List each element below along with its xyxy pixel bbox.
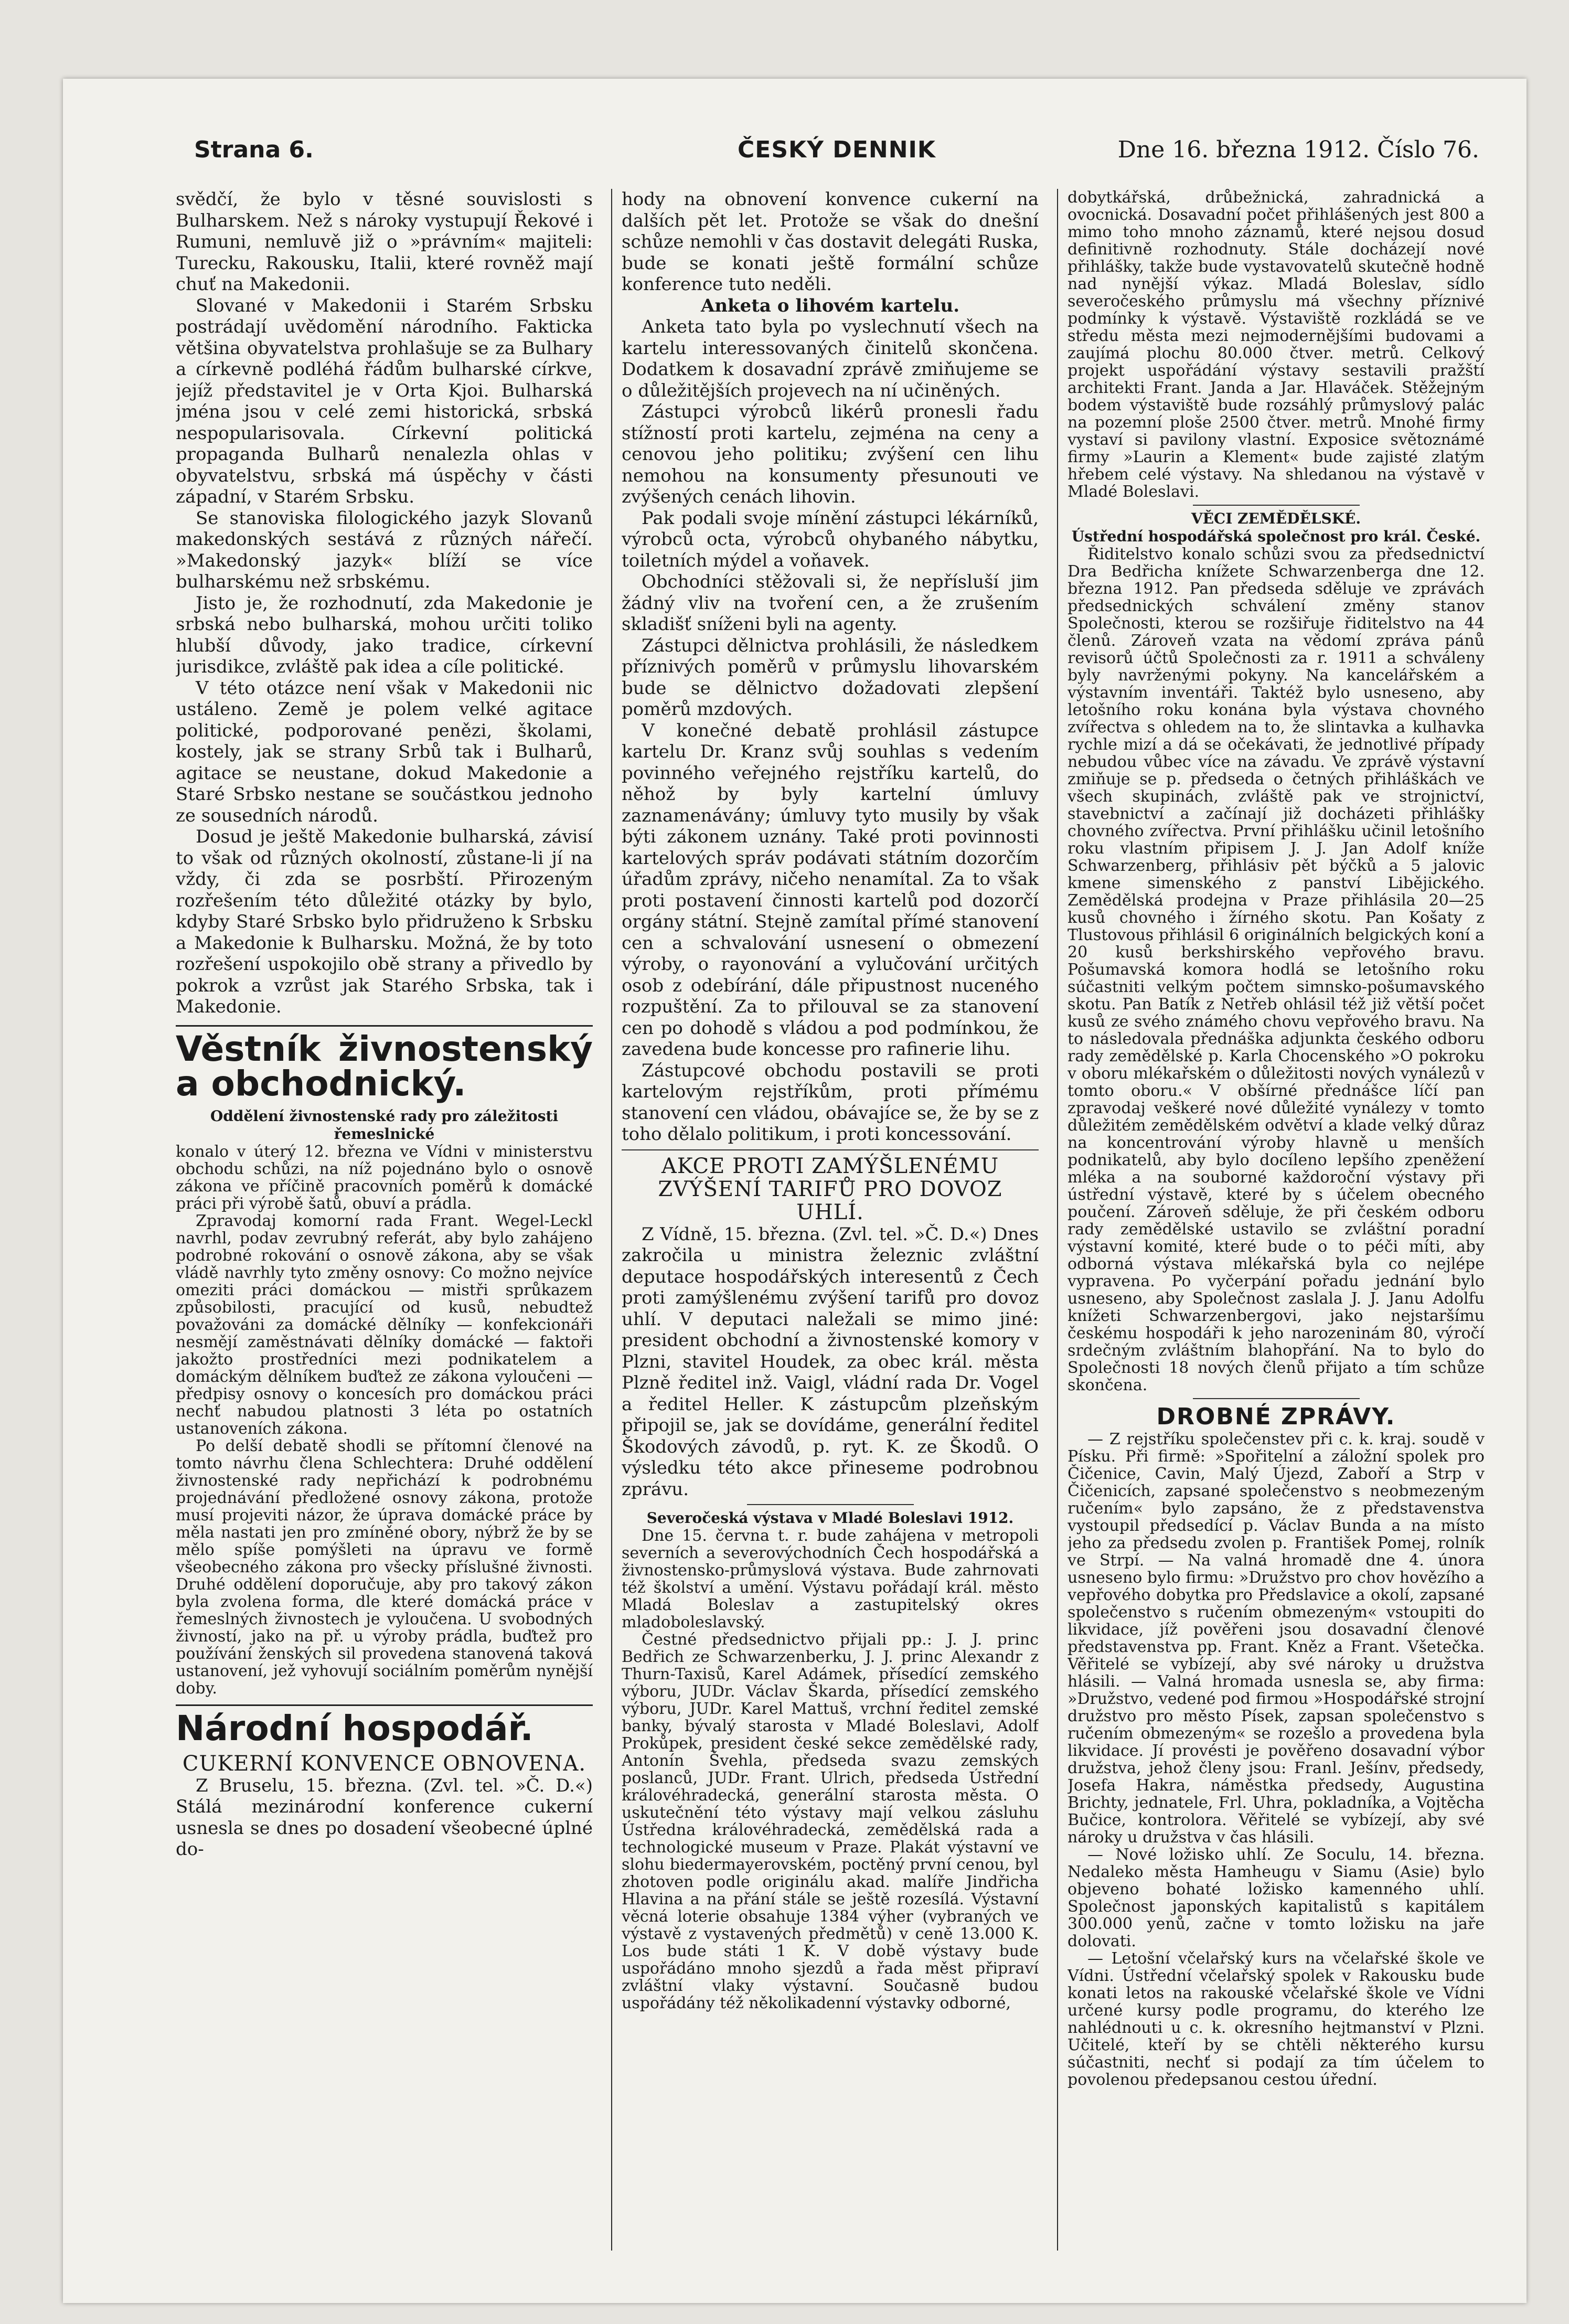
- paragraph: — Z rejstříku společenstev při c. k. kraj. soudě v Písku. Při firmě: »Spořitelní a záložní spolek pro Čičenice, Cavin, Malý Újezd, Zaboří a Strp v Čičenicích, zapsané společenstvo s neobmezeným ručením« bylo zapsáno, že z představenstva vystoupil předsedící p. Václav Bunda a na místo jeho za předsedu zvolen p. František Pomej, rolník ve Strpí. — Na valná hromadě dne 4. února usneseno bylo firmu: »Družstvo pro chov hovězího a vepřového dobytka pro Předslavice a okolí, zapsané společenstvo s ručením obmezeným« vstoupiti do likvidace, jíž pověřeni jsou dosavadní členové představenstva pp. Frant. Kněz a Frant. Všetečka. Věřitelé se vybízejí, aby své nároky u družstva hlásili. — Valná hromada usnesla se, aby firma: »Družstvo, vedené pod firmou »Hospodářské strojní družstvo pro město Písek, zapsan společenstvo s ručením obmezeným« se rozešlo a provedena byla likvidace. Jí provésti je pověřeno dosavadní výbor družstva, jehož členy jsou: Franl. Ješínv, předsedy, Josefa Hakra, náměstka předsedy, Augustina Brichty, jednatele, Frl. Uhra, pokladníka, a Vojtěcha Bučice, kontrolora. Věřitelé se vybízejí, aby své nároky u družstva v čas hlásili.: [1068, 1430, 1485, 1847]
- paragraph: — Letošní včelařský kurs na včelařské škole ve Vídni. Ústřední včelařský spolek v Rakousku bude konati letos na rakouské včelařské škole ve Vídni určené kursy podle programu, do kterého lze nahlédnouti u c. k. okresního hejtmanství v Plzni. Učitelé, kteří by se chtěli některého kursu súčastniti, nechť si podají za tím účelem to povolenou předepsanou cestou úřední.: [1068, 1949, 1485, 2089]
- section-heading: DROBNÉ ZPRÁVY.: [1156, 1403, 1396, 1430]
- paragraph: Anketa tato byla po vyslechnutí všech na kartelu interessovaných činitelů skončena. Dodatkem k dosavadní zprávě zmiňujeme se o důležitějších projevech na ní učiněných.: [622, 316, 1039, 401]
- section-heading: Národní hospodář.: [176, 1704, 593, 1746]
- paragraph: Obchodníci stěžovali si, že nepřísluší jim žádný vliv na tvoření cen, a že zrušením skladišť sníženi byli na agenty.: [622, 571, 1039, 635]
- paragraph: Zástupci dělnictva prohlásili, že následkem příznivých poměrů v průmyslu lihovarském bude se dělnictvo dožadovati zlepšení poměrů mzdových.: [622, 635, 1039, 720]
- paragraph: Zástupci výrobců likérů pronesli řadu stížností proti kartelu, zejména na ceny a cenovou jeho politiku; zvýšení cen lihu nemohou na konsumenty přesunouti ve zvýšených cenách lihovin.: [622, 401, 1039, 507]
- page-header: [194, 136, 1479, 178]
- paragraph: Z Bruselu, 15. března. (Zvl. tel. »Č. D.«) Stálá mezinárodní konference cukerní usnesla se dnes po dosadení všeobecné úplné do-: [176, 1775, 593, 1860]
- column-1: [176, 189, 593, 2261]
- paragraph: Zpravodaj komorní rada Frant. Wegel-Leckl navrhl, podav zevrubný referát, aby bylo zahájeno podrobné rokování o osnově zákona, aby se však vládě navrhly tyto změny osnovy: Co možno nejvíce omeziti práci domáckou — mistři sprůkazem způsobilosti, pracující od kusů, nebudtež považováni za domácké dělníky — konfekcionáři nesmějí zaměstnávati dělníky domácké — faktoři jakožto prostředníci mezi podnikatelem a domáckým dělníkem buďtež ze zákona vyloučeni — předpisy osnovy o koncesích pro domáckou práci nechť nabudou platnosti 3 léta po ostatních ustanoveních zákona.: [176, 1211, 593, 1438]
- column-rule: [1057, 189, 1058, 2251]
- column-3: [1068, 189, 1485, 2261]
- section-heading: Věstník živnostenský a obchodnický.: [176, 1025, 593, 1101]
- paragraph: Čestné předsednictvo přijali pp.: J. J. princ Bedřich ze Schwarzenberku, J. J. princ Alexandr z Thurn-Taxisů, Karel Adámek, přísedící zemského výboru, JUDr. Václav Škarda, přísedící zemského výboru, JUDr. Karel Mattuš, vrchní ředitel zemské banky, bývalý starosta v Mladé Boleslavi, Adolf Prokůpek, president české sekce zemědělské rady, Antonín Švehla, předseda svazu zemských poslanců, JUDr. Frant. Ulrich, předseda Ústřední královéhradecká, generální starosta města. O uskutečnění této výstavy mají velkou zásluhu Ústředna královéhradecká, zemědělská rada a technologické museum v Praze. Plakát výstavní ve slohu biedermayerovském, poctěný první cenou, byl zhotoven podle originálu akad. malíře Jindřicha Hlavina a na přání stále se ještě rozesílá. Výstavní věcná loterie obsahuje 1384 výher (vybraných ve výstavě z vystavených předmětů) v ceně 13.000 K. Los bude státi 1 K. V době výstavy bude uspořádáno mnoho sjezdů a řada měst připraví zvláštní vlaky výstavní. Současně budou uspořádány též několikadenní výstavky odborné,: [622, 1630, 1039, 2012]
- issue-date: Dne 16. března 1912. Číslo 76.: [1117, 136, 1479, 163]
- paragraph: — Nové ložisko uhlí. Ze Soculu, 14. března. Nedaleko města Hamheugu v Siamu (Asie) bylo objeveno bohaté ložisko kamenného uhlí. Společnost japonských kapitalistů s kapitálem 300.000 yenů, začne v tomto ložisku na jaře dolovati.: [1068, 1846, 1485, 1950]
- paragraph: Jisto je, že rozhodnutí, zda Makedonie je srbská nebo bulharská, mohou určiti toliko hlubší důvody, jako tradice, církevní jurisdikce, zvláště pak idea a cíle politické.: [176, 592, 593, 677]
- column-rule: [611, 189, 612, 2251]
- divider: [1193, 505, 1360, 506]
- divider: [622, 1149, 1039, 1150]
- subheading: Oddělení živnostenské rady pro záležitosti řemeslnické: [210, 1107, 559, 1143]
- paragraph: Se stanoviska filologického jazyk Slovanů makedonských sestává z různých nářečí. »Makedonský jazyk« blíží se více bulharskému než srbskému.: [176, 507, 593, 592]
- paragraph: Dosud je ještě Makedonie bulharská, závisí to však od různých okolností, zůstane-li jí na vždy, či zda se posrbští. Přirozeným rozřešením této důležité otázky by bylo, kdyby Staré Srbsko bylo přidruženo k Srbsku a Makedonie k Bulharsku. Možná, že by toto rozřešení uspokojilo obě strany a přivedlo by pokrok a vzrůst jak Starého Srbska, tak i Makedonie.: [176, 826, 593, 1017]
- paragraph: Řiditelstvo konalo schůzi svou za předsednictví Dra Bedřicha knížete Schwarzenberga dne 12. března 1912. Pan předseda sděluje ve zprávách předsednických schválení změny stanov Společnosti, kterou se rozšiřuje řiditelstvo na 44 členů. Zároveň vzata na vědomí zpráva pánů revisorů účtů Společnosti za r. 1911 a schváleny byly navrženými pokyny. Na kancelářském a výstavním inventáři. Taktéž bylo usneseno, aby letošního roku konána byla výstava chovného zvířectva s ohledem na to, že slintavka a kulhavka rychle mizí a dá se očekávati, že jednotlivé případy nebudou vůbec více na závadu. Ve zprávě výstavní zmiňuje se p. předseda o četných přihláškách ve všech skupinách, zvláště pak ve strojnictví, stavebnictví a začínají již docházeti přihlášky chovného zvířectva. První přihlášku učinil letošního roku vlastním připisem J. J. Jan Adolf kníže Schwarzenberg, přihlásiv pět býčků a 5 jalovic kmene simenského z panství Libějického. Zemědělská prodejna v Praze přihlásila 20—25 kusů chovného i žírného skotu. Pan Košaty z Tlustovous přihlásil 6 originálních belgických koní a 20 kusů berkshirského vepřového bravu. Pošumavská komora hodlá se letošního roku súčastniti velkým počtem simnsko-pošumavského skotu. Pan Batík z Netřeb ohlásil též již větší počet kusů ze svého známého chovu vepřového bravu. Na to následovala přednáška adjunkta českého odboru rady zemědělské p. Karla Chocenského »O pokroku v oboru mlékařském o důležitosti nových vynálezů v tomto oboru.« V obšírné přednášce líčí pan zpravodaj veškeré nové důležité vynálezy v tomto důležitém zemědělském odvětví a klade velký důraz na koncentrování výroby hlavně u menších podnikatelů, aby bylo docíleno lepšího zpeněžení mléka a na souborné každoroční výstavy při ústřední výstavě, které by s účelem obecného poučení. Zároveň sděluje, že při českém odboru rady zemědělské ustavilo se zvláštní poradní výstavní komité, které bude o to péči míti, aby odborná výstava mlékařská byla co nejlépe vypravena. Po vyčerpání pořadu jednání bylo usneseno, aby Společnost zaslala J. J. Janu Adolfu knížeti Schwarzenbergovi, jako nejstaršímu českému hospodáři k jeho narozeninám 80, výročí srdečným zvláštním blahopřání. Na to bylo do Společnosti 18 nových členů přijato a tím schůze skončena.: [1068, 545, 1485, 1394]
- paragraph: svědčí, že bylo v těsné souvislosti s Bulharskem. Než s nároky vystupují Řekové i Rumuni, nemluvě již o »právním« majiteli: Turecku, Rakousku, Italii, které rovněž mají chuť na Makedonii.: [176, 189, 593, 295]
- paragraph: Po delší debatě shodli se přítomní členové na tomto návrhu člena Schlechtera: Druhé oddělení živnostenské rady nepřichází k podrobnému projednávání předložené osnovy zákona, protože musí projeviti názor, že úprava domácké práce by měla nastati jen pro zmíněné obory, nýbrž že by se mělo spíše pomýšleti na úpravu ve formě všeobecného zákona pro všecky příslušné živnosti. Druhé oddělení doporučuje, aby pro takový zákon byla zvolena forma, dle které domácká práce v řemeslných živnostech je vyloučena. U svobodných živností, jako na př. u výroby prádla, buďtež pro používání ženských sil provedena stanovená taková ustanovení, jež vyhovují sociálním poměrům nynější doby.: [176, 1436, 593, 1698]
- divider: [1193, 1398, 1360, 1399]
- paragraph: konalo v úterý 12. března ve Vídni v ministerstvu obchodu schůzi, na níž pojednáno bylo o osnově zákona ve příčině pracovních poměrů k domácké práci při výrobě šatů, obuví a prádla.: [176, 1142, 593, 1213]
- page-number: Strana 6.: [194, 136, 314, 163]
- newspaper-page: [63, 79, 1527, 2303]
- article-heading: Anketa o lihovém kartelu.: [700, 295, 960, 316]
- article-heading: AKCE PROTI ZAMÝŠLENÉMU ZVÝŠENÍ TARIFŮ PRO DOVOZ UHLÍ.: [658, 1154, 1002, 1224]
- paragraph: dobytkářská, drůbežnická, zahradnická a ovocnická. Dosavadní počet přihlášených jest 800 a mimo toho mnoho záznamů, které nejsou dosud definitivně rozhodnuty. Stále docházejí nové přihlášky, takže bude vystavovatelů skutečně hodně nad nynější výkaz. Mladá Boleslav, sídlo severočeského průmyslu má všechny příznivé podmínky k výstavě. Výstaviště rozkládá se ve středu města mezi nejmodernějšími budovami a zaujímá plochu 80.000 čtver. metrů. Celkový projekt uspořádání výstavy sestavili pražští architekti Frant. Janda a Jar. Hlaváček. Stěžejným bodem výstaviště bude rozsáhlý průmyslový palác na pozemní ploše 2500 čtver. metrů. Mnohé firmy vystaví si pavilony vlastní. Exposice světoznámé firmy »Laurin a Klement« bude zajisté zlatým hřebem celé výstavy. Na shledanou na výstavě v Mladé Boleslavi.: [1068, 189, 1485, 501]
- paragraph: V konečné debatě prohlásil zástupce kartelu Dr. Kranz svůj souhlas s vedením povinného veřejného rejstříku kartelů, do něhož by byly kartelní úmluvy zaznamenávány; úmluvy tyto musily by však býti zákonem uznány. Také proti povinnosti kartelových správ podávati státním dozorčím úřadům zprávy, ničeho nenamítal. Za to však proti postavení činnosti kartelů pod dozorčí orgány státní. Stejně zamítal přímé stanovení cen a schvalování usnesení o obmezení výroby, o rayonování a vylučování určitých osob z odebírání, dále připustnost nuceného rozpuštění. Za to přilouval se za stanovení cen po dohodě s vládou a pod podmínkou, že zavedena bude koncesse pro rafinerie lihu.: [622, 720, 1039, 1060]
- subheading: Ústřední hospodářská společnost pro král. České.: [1071, 528, 1481, 545]
- paragraph: Zástupcové obchodu postavili se proti kartelovým rejstříkům, proti přímému stanovení cen vládou, obávajíce se, že by se z toho dělalo politikum, i proti koncessování.: [622, 1060, 1039, 1145]
- paragraph: Dne 15. června t. r. bude zahájena v metropoli severních a severovýchodních Čech hospodářská a živnostensko-průmyslová výstava. Bude zahrnovati též školství a umění. Výstavu pořádají král. město Mladá Boleslav a zastupitelský okres mladoboleslavský.: [622, 1527, 1039, 1632]
- article-heading: Severočeská výstava v Mladé Boleslavi 1912.: [646, 1509, 1014, 1527]
- paragraph: Pak podali svoje mínění zástupci lékárníků, výrobců octa, výrobců ohybaného nábytku, toiletních mýdel a voňavek.: [622, 507, 1039, 571]
- subheading: CUKERNÍ KONVENCE OBNOVENA.: [182, 1751, 586, 1776]
- column-2: [622, 189, 1039, 2261]
- paragraph: hody na obnovení konvence cukerní na dalších pět let. Protože se však do dnešní schůze nemohli v čas dostavit delegáti Ruska, bude se konati ještě formální schůze konference tuto neděli.: [622, 189, 1039, 295]
- newspaper-title: ČESKÝ DENNIK: [737, 136, 936, 163]
- section-heading: VĚCI ZEMĚDĚLSKÉ.: [1191, 510, 1361, 527]
- divider: [747, 1504, 914, 1505]
- paragraph: V této otázce není však v Makedonii nic ustáleno. Země je polem velké agitace politické, podporované penězi, školami, kostely, jak se strany Srbů tak i Bulharů, agitace se neustane, dokud Makedonie a Staré Srbsko nestane se součástkou jednoho ze sousedních národů.: [176, 677, 593, 826]
- paragraph: Z Vídně, 15. března. (Zvl. tel. »Č. D.«) Dnes zakročila u ministra železnic zvláštní deputace hospodářských interesentů z Čech proti zamýšlenému zvýšení tarifů pro dovoz uhlí. V deputaci naležali se mimo jiné: president obchodní a živnostenské komory v Plzni, stavitel Houdek, za obec král. města Plzně ředitel inž. Vaigl, vládní rada Dr. Vogel a ředitel Heller. K zástupcům plzeňským připojil se, jak se dovídáme, generální ředitel Škodových závodů, p. ryt. K. ze Škodů. O výsledku této akce přineseme podrobnou zprávu.: [622, 1223, 1039, 1500]
- paragraph: Slované v Makedonii i Starém Srbsku postrádají uvědomění národního. Fakticka většina obyvatelstva prohlašuje se za Bulhary a církevně podléhá řádům bulharské církve, jejíž představitel je v Orta Kjoi. Bulharská jména jsou v celé zemi historická, srbská nespopularisovala. Církevní politická propaganda Bulharů nenalezla ohlas v obyvatelstvu, srbská má úspěchy v části západní, v Starém Srbsku.: [176, 295, 593, 507]
